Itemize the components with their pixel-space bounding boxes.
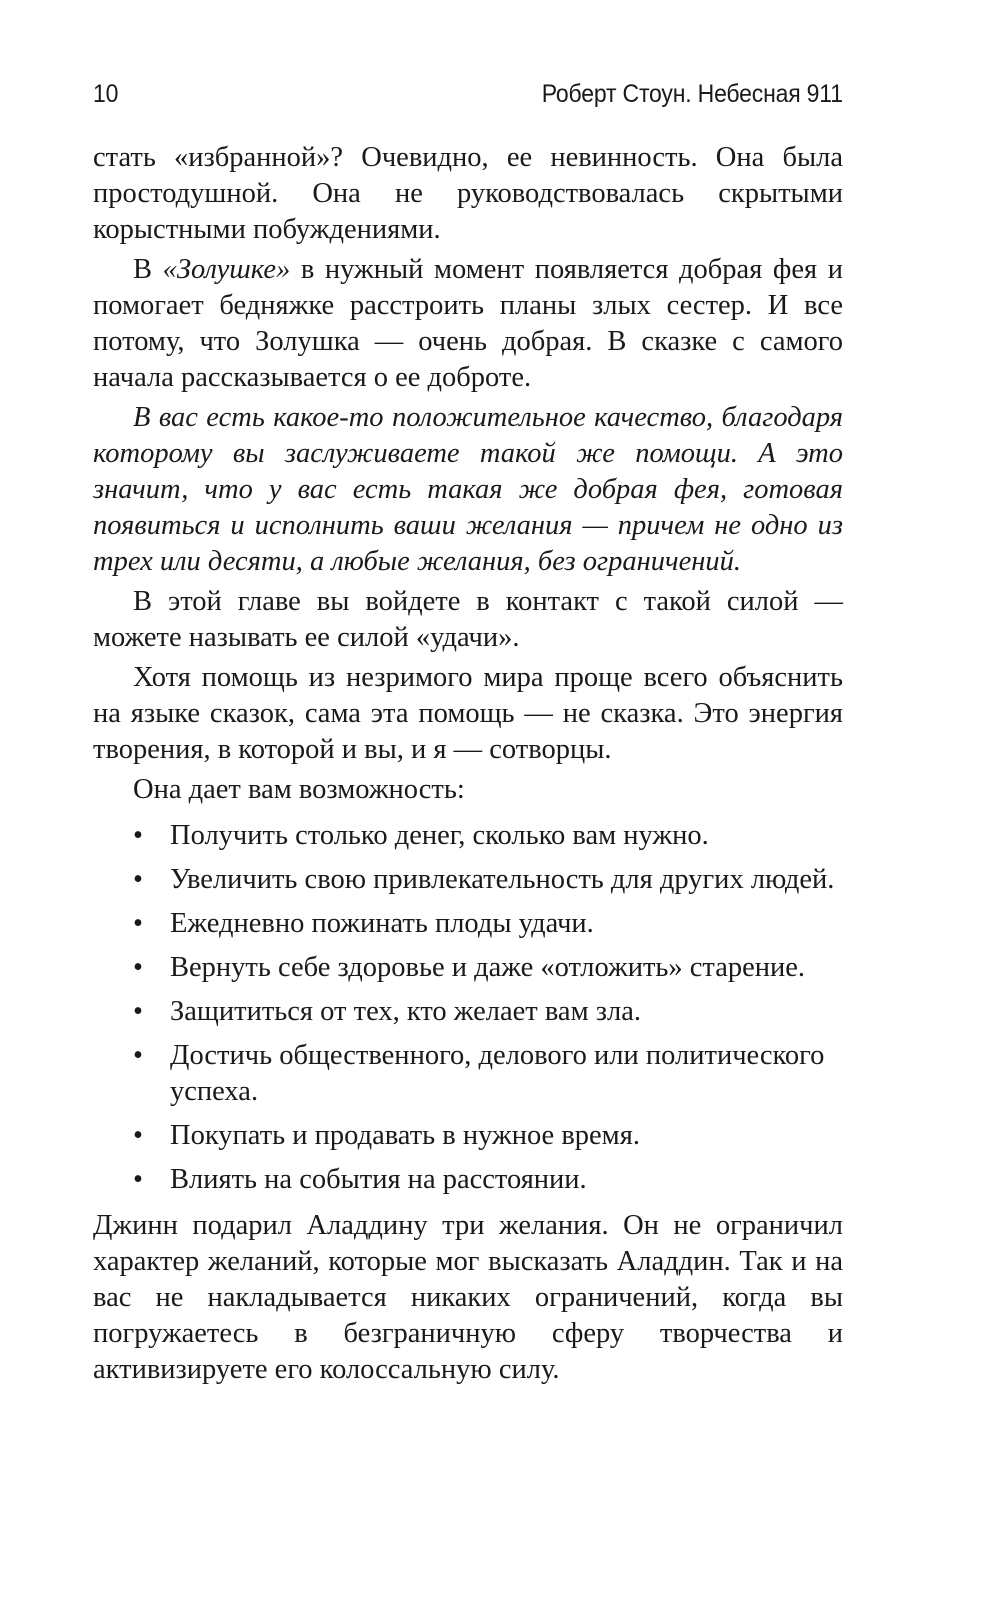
bullet-icon: • [133, 952, 143, 983]
list-item: • Увеличить свою привлекательность для других людей. [93, 862, 843, 898]
paragraph-1: стать «избранной»? Очевидно, ее невинность. Она была простодушной. Она не руководствовалась скрытыми корыстными побуждениями. [93, 142, 843, 245]
paragraph-4: В этой главе вы войдете в контакт с такой силой — можете называть ее силой «удачи». [93, 586, 843, 653]
running-head [93, 80, 843, 116]
list-item: • Вернуть себе здоровье и даже «отложить» старение. [93, 950, 843, 986]
list-item: • Покупать и продавать в нужное время. [93, 1118, 843, 1154]
paragraph-2-prefix: В [133, 254, 163, 285]
cinderella-title: «Золушке» [162, 254, 291, 285]
paragraph-6: Она дает вам возможность: [133, 774, 465, 805]
bullet-icon: • [133, 864, 143, 895]
bullet-icon: • [133, 908, 143, 939]
paragraph-2 [93, 252, 843, 396]
list-item: • Ежедневно пожинать плоды удачи. [93, 906, 843, 942]
book-page [93, 80, 843, 1392]
paragraph-7: Джинн подарил Аладдину три желания. Он не ограничил характер желаний, которые мог высказать Аладдин. Так и на вас не накладывается никаких ограничений, когда вы погружаетесь в безграничную сферу творчества и активизируете его колоссальную силу. [93, 1210, 843, 1385]
paragraph-2-rest: в нужный момент появляется добрая фея и помогает бедняжке расстроить планы злых сестер. И все потому, что Золушка — очень добрая. В сказке с самого начала рассказывается о ее доброте. [93, 254, 843, 393]
page-number: 10 [93, 80, 119, 108]
paragraph-5: Хотя помощь из незримого мира проще всего объяснить на языке сказок, сама эта помощь — не сказка. Это энергия творения, в которой и вы, и я — сотворцы. [93, 662, 843, 765]
paragraph-3-italic: В вас есть какое-то положительное качество, благодаря которому вы заслуживаете такой же помощи. А это значит, что у вас есть такая же добрая фея, готовая появиться и исполнить ваши желания — причем не одно из трех или десяти, а любые желания, без ограничений. [93, 402, 843, 577]
bullet-icon: • [133, 1120, 143, 1151]
bullet-list [93, 818, 843, 1198]
running-title: Роберт Стоун. Небесная 911 [541, 80, 843, 108]
bullet-icon: • [133, 1040, 143, 1071]
bullet-icon: • [133, 996, 143, 1027]
list-item: • Влиять на события на расстоянии. [93, 1162, 843, 1198]
list-item: • Защититься от тех, кто желает вам зла. [93, 994, 843, 1030]
bullet-icon: • [133, 1164, 143, 1195]
body-text [93, 140, 843, 1388]
list-item: • Достичь общественного, делового или политического успеха. [133, 1040, 825, 1107]
list-item: • Получить столько денег, сколько вам нужно. [93, 818, 843, 854]
bullet-icon: • [133, 820, 143, 851]
